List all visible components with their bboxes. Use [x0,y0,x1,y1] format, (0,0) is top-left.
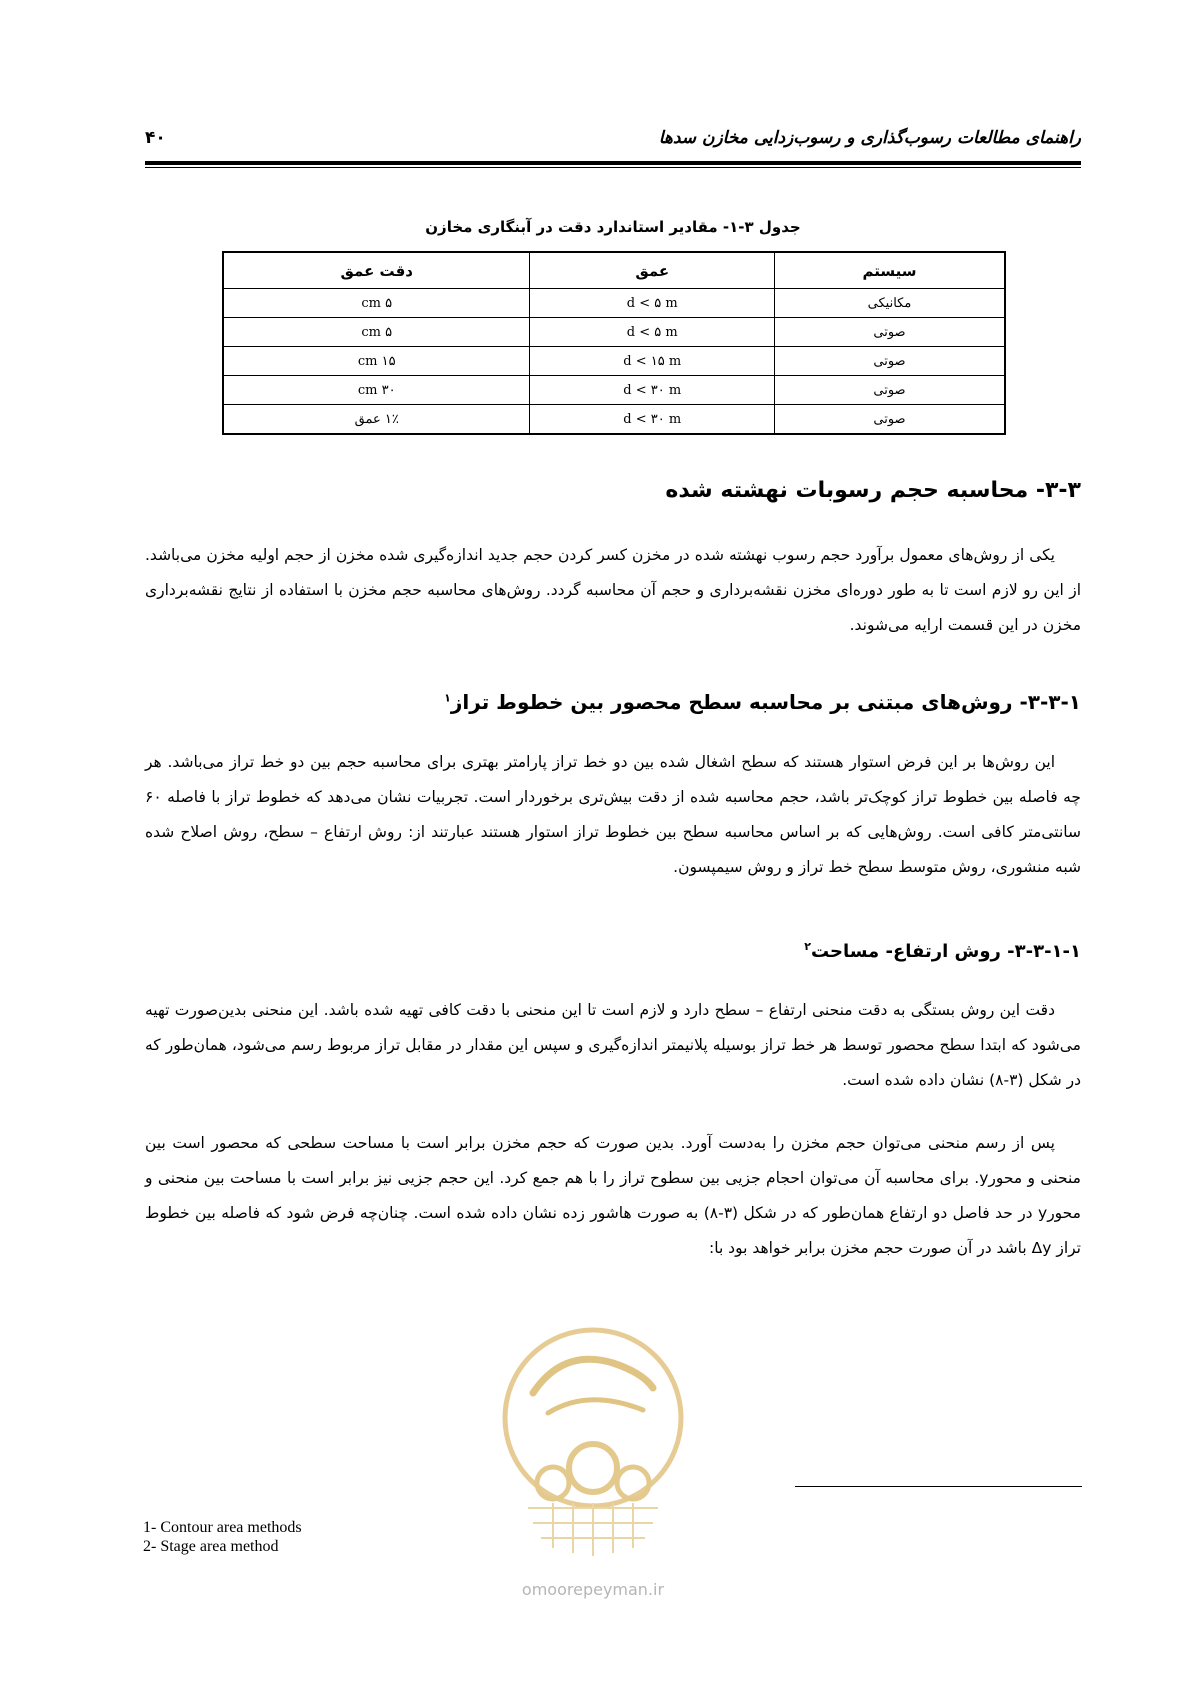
table-cell: d < ۵ m [530,289,775,318]
paragraph-text: این روش‌ها بر این فرض استوار هستند که سطح اشغال شده بین دو خط تراز پارامتر بهتری برای محاسبه حجم بین دو خط تراز می‌باشد. هر چه فاصله بین خطوط تراز کوچک‌تر باشد، حجم محاسبه شده از دقت بیش‌تری برخوردار است. تجربیات نشان می‌دهد که خطوط تراز با فاصله ۶۰ سانتی‌متر کافی است. روش‌هایی که بر اساس محاسبه سطح بین خطوط تراز استوار هستند عبارتند از: روش ارتفاع – سطح، روش اصلاح شده شبه منشوری، روش متوسط سطح خط تراز و روش سیمپسون. [145,753,1081,876]
table-cell: d < ۳۰ m [530,376,775,405]
page-number: ۴۰ [145,128,166,148]
subsubsection-paragraph-2 [145,1126,1081,1266]
section-paragraph [145,538,1081,643]
watermark-logo-icon [493,1318,693,1573]
footnote-divider [795,1486,1082,1487]
page-header [145,128,1081,168]
running-title: راهنمای مطالعات رسوب‌گذاری و رسوب‌زدایی مخازن سدها [658,128,1081,148]
header-rule [145,161,1081,165]
table-cell: صوتی [775,318,1006,347]
table-cell: صوتی [775,405,1006,435]
table-cell: d < ۳۰ m [530,405,775,435]
table-cell: ۱٪ عمق [223,405,530,435]
footnote: 1- Contour area methods [143,1519,302,1536]
table-row [223,289,1005,318]
subsubsection-paragraph-1 [145,993,1081,1098]
paragraph-text: پس از رسم منحنی می‌توان حجم مخزن را به‌دست آورد. بدین صورت که حجم مخزن برابر است با مساحت سطحی که محصور است بین منحنی و محورy. برای محاسبه آن می‌توان احجام جزیی بین سطوح تراز را با هم جمع کرد. این حجم جزیی نیز برابر است با مساحت بین منحنی و محورy در حد فاصل دو ارتفاع همان‌طور که در شکل (۳-۸) به صورت هاشور زده نشان داده شده است. چنان‌چه فرض شود که فاصله بین خطوط تراز Δy باشد در آن صورت حجم مخزن برابر خواهد بود با: [145,1134,1081,1257]
subsection-heading [444,690,1081,714]
table-cell: ۱۵ cm [223,347,530,376]
accuracy-table [222,251,1006,435]
header-rule-thin [145,167,1081,168]
table-cell: صوتی [775,347,1006,376]
table-cell: ۵ cm [223,318,530,347]
table-cell: مکانیکی [775,289,1006,318]
table-row [223,318,1005,347]
footnote-ref: ۲ [804,940,811,953]
footnote: 2- Stage area method [143,1538,279,1555]
paragraph-text: دقت این روش بستگی به دقت منحنی ارتفاع – سطح دارد و لازم است تا این منحنی با دقت کافی تهیه شده باشد. این منحنی بدین‌صورت تهیه می‌شود که ابتدا سطح محصور توسط هر خط تراز بوسیله پلانیمتر اندازه‌گیری و سپس این مقدار در مقابل تراز مربوط رسم می‌شود، همان‌طور که در شکل (۳-۸) نشان داده شده است. [145,1001,1081,1089]
table-header-row [223,252,1005,289]
footnote-ref: ۱ [444,691,451,705]
heading-text: ۳-۳-۱- روش‌های مبتنی بر محاسبه سطح محصور بین خطوط تراز [450,690,1081,714]
table-cell: ۵ cm [223,289,530,318]
table-row [223,347,1005,376]
watermark-site: omoorepeyman.ir [521,1580,665,1599]
table-row [223,405,1005,435]
table-cell: ۳۰ cm [223,376,530,405]
table-cell: d < ۵ m [530,318,775,347]
table-cell: صوتی [775,376,1006,405]
table-cell: d < ۱۵ m [530,347,775,376]
column-header: دقت عمق [223,252,530,289]
column-header: سیستم [775,252,1006,289]
table-caption: جدول ۳-۱- مقادیر استاندارد دقت در آبنگاری مخازن [425,218,801,236]
paragraph-text: یکی از روش‌های معمول برآورد حجم رسوب نهشته شده در مخزن کسر کردن حجم جدید اندازه‌گیری شده مخزن از حجم اولیه مخزن می‌باشد. از این رو لازم است تا به طور دوره‌ای مخزن نقشه‌برداری و حجم آن محاسبه گردد. روش‌های محاسبه حجم مخزن با استفاده از نتایج نقشه‌برداری مخزن در این قسمت ارایه می‌شوند. [145,546,1081,634]
column-header: عمق [530,252,775,289]
subsection-paragraph [145,745,1081,885]
table-row [223,376,1005,405]
section-heading: ۳-۳- محاسبه حجم رسوبات نهشته شده [665,478,1081,503]
subsubsection-heading [804,940,1081,962]
watermark [493,1318,693,1608]
heading-text: ۳-۳-۱-۱- روش ارتفاع- مساحت [810,941,1081,962]
footnotes [143,1518,302,1556]
